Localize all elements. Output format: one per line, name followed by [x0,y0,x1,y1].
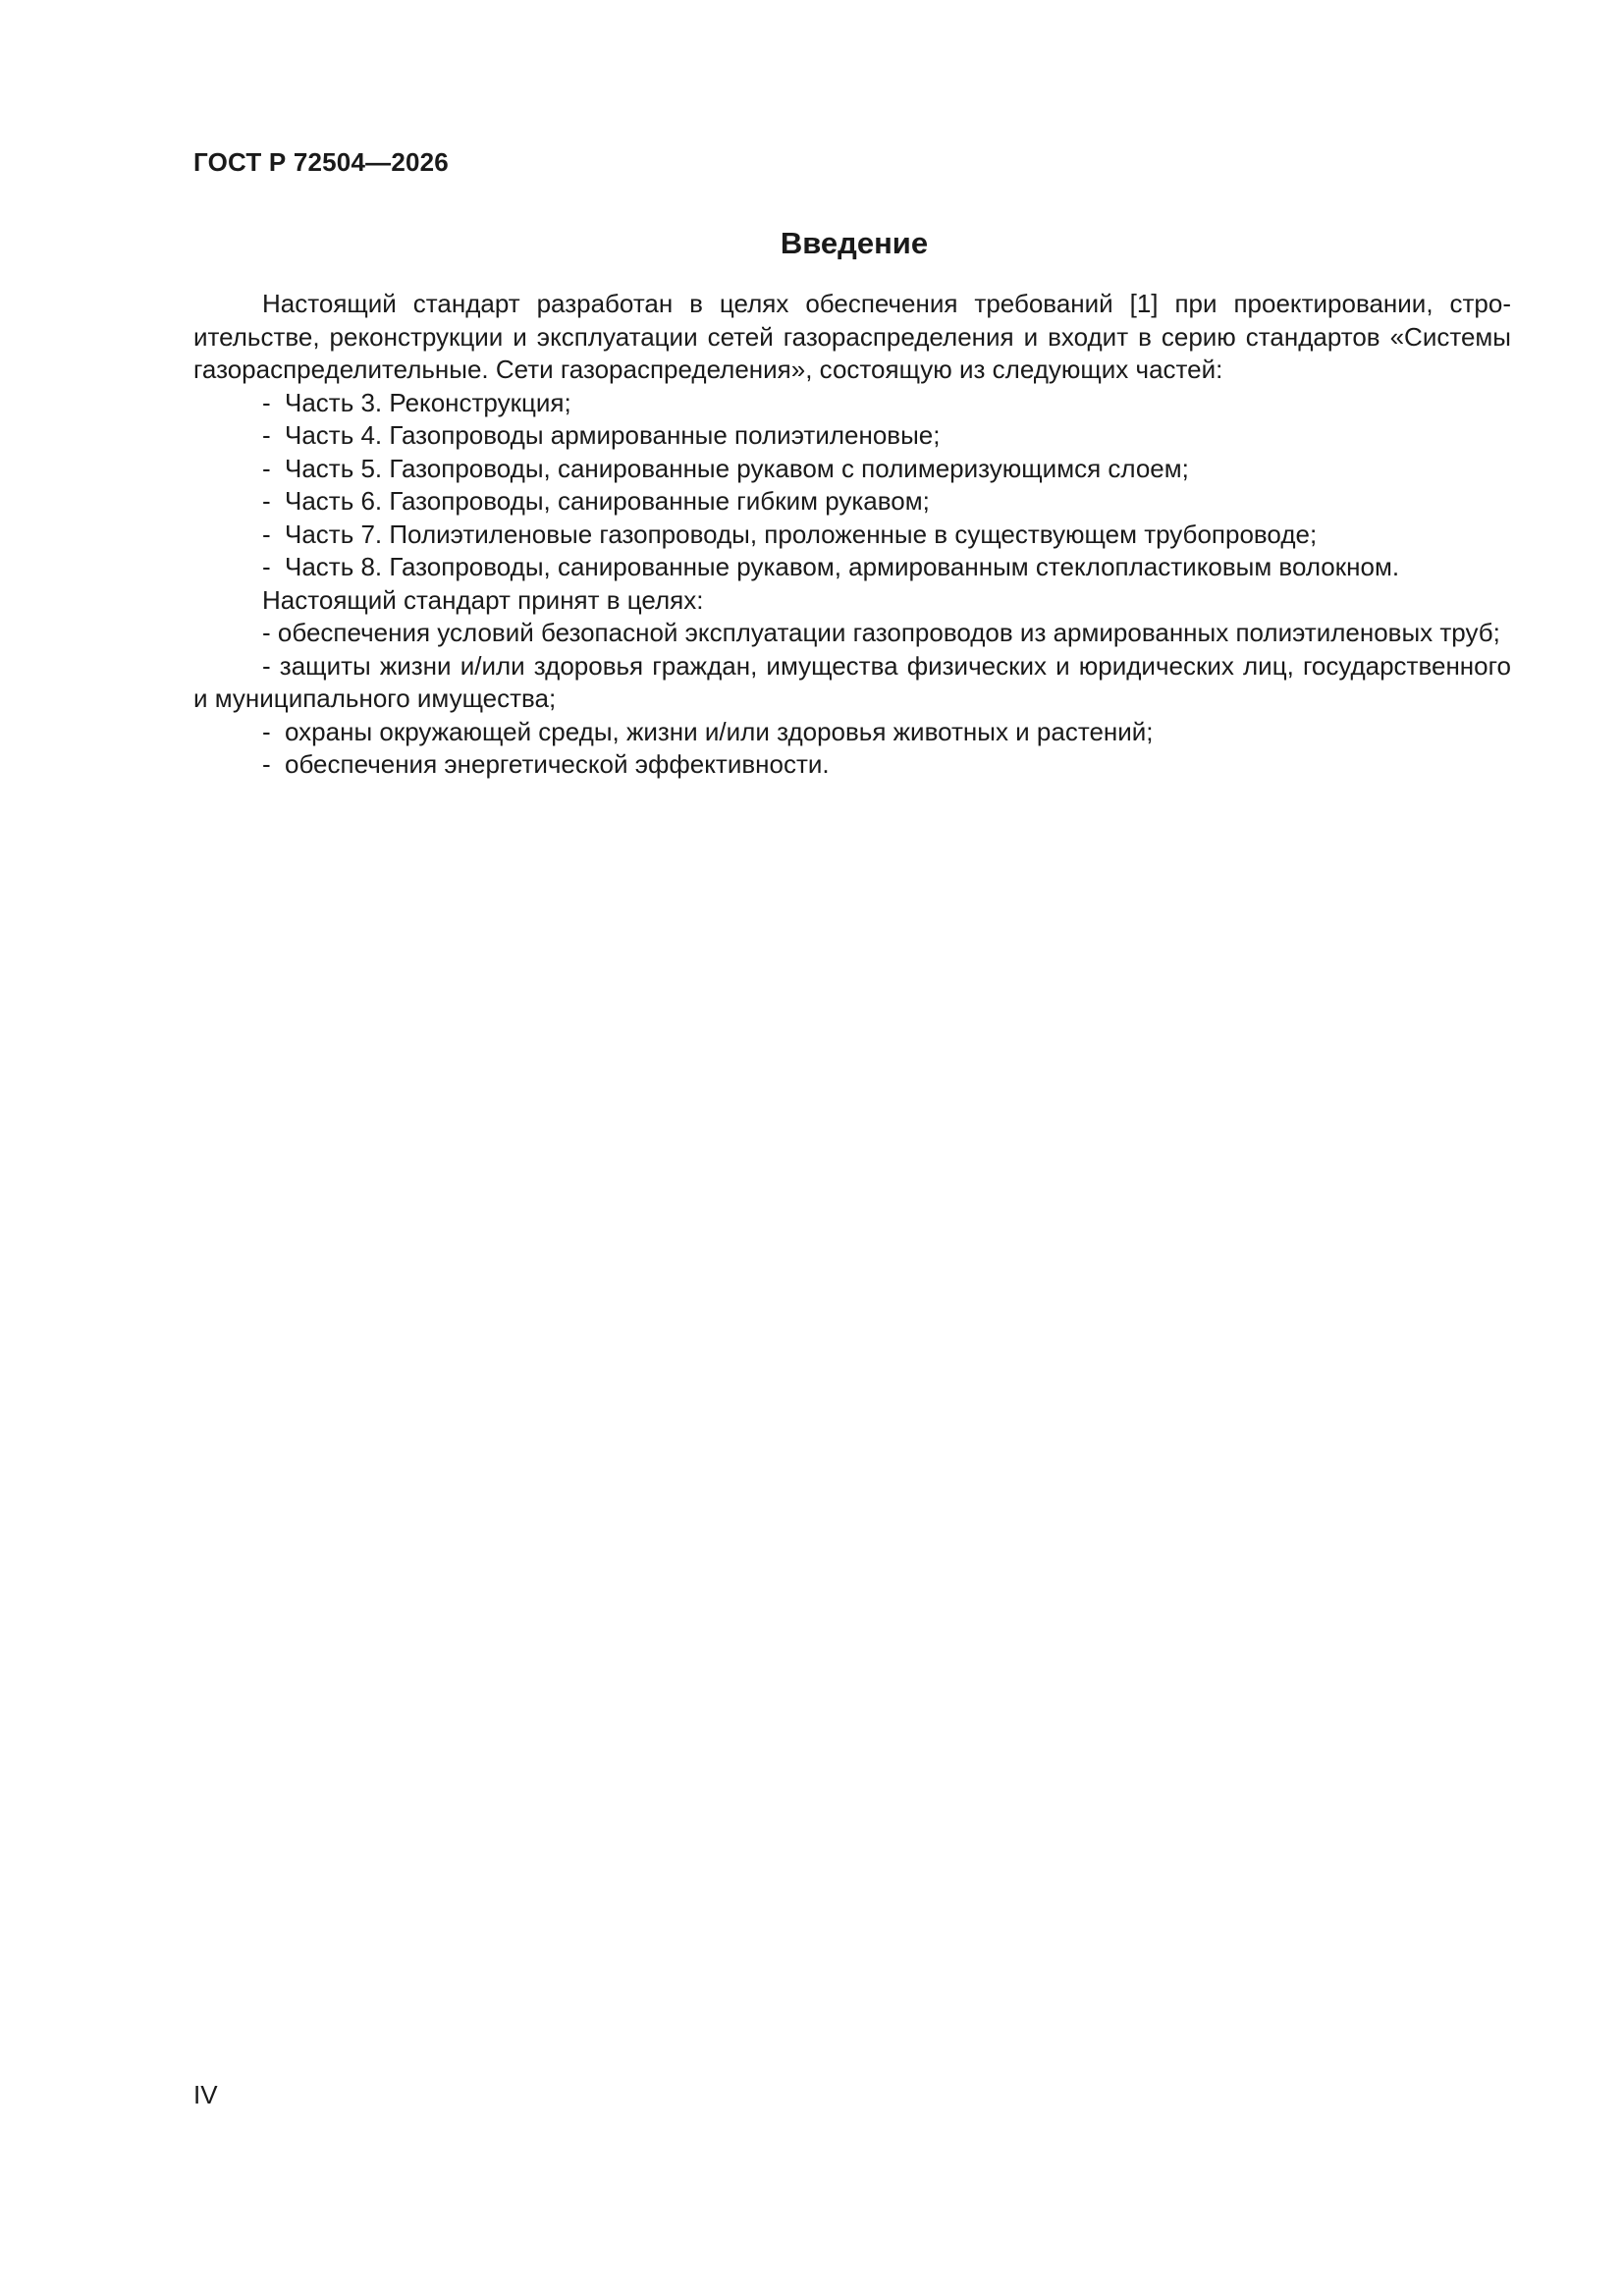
page-number: IV [193,2080,218,2109]
list-dash: - [262,519,271,549]
purpose-item: - защиты жизни и/или здоровья граждан, имущества физических и юридических лиц, государственного и муниципального имущества; [193,650,1511,713]
list-item-text: Часть 3. Реконструкция; [285,387,571,417]
list-item [193,519,1511,552]
section-title: Введение [780,226,929,260]
list-dash: - [262,486,271,516]
list-item [193,387,1511,420]
purpose-item: - обеспечения условий безопасной эксплуатации газопроводов из армированных полиэтиленовых труб; [262,618,1500,647]
intro-paragraph: Настоящий стандарт разработан в целях обеспечения требований [1] при проектировании, строительстве, реконструкции и эксплуатации сетей газораспределения и входит в серию стандартов «Системы газораспределительные. Сети газораспределения», состоящую из следующих частей: [193,289,1511,384]
list-item [193,419,1511,453]
list-dash: - [262,387,271,417]
list-item-text: охраны окружающей среды, жизни и/или здоровья животных и растений; [285,716,1154,746]
list-item-text: Часть 8. Газопроводы, санированные рукавом, армированным стеклопластиковым волокном. [285,552,1400,581]
document-code: ГОСТ Р 72504—2026 [193,147,449,177]
list-item [193,748,1511,782]
list-dash: - [262,420,271,450]
list-item-text: Часть 6. Газопроводы, санированные гибким рукавом; [285,486,930,516]
list-item-text: Часть 7. Полиэтиленовые газопроводы, проложенные в существующем трубопроводе; [285,519,1318,549]
purpose-lead: Настоящий стандарт принят в целях: [262,584,704,615]
list-item-text: обеспечения энергетической эффективности. [285,749,830,779]
list-dash: - [262,453,271,483]
section-body [193,288,1511,782]
list-item [193,453,1511,486]
list-item-text: Часть 5. Газопроводы, санированные рукавом с полимеризующимся слоем; [285,453,1189,483]
list-dash: - [262,716,271,746]
list-item [193,551,1511,584]
list-item [193,485,1511,519]
list-item-text: Часть 4. Газопроводы армированные полиэтиленовые; [285,420,941,450]
list-dash: - [262,552,271,581]
list-item [193,716,1511,749]
list-dash: - [262,749,271,779]
